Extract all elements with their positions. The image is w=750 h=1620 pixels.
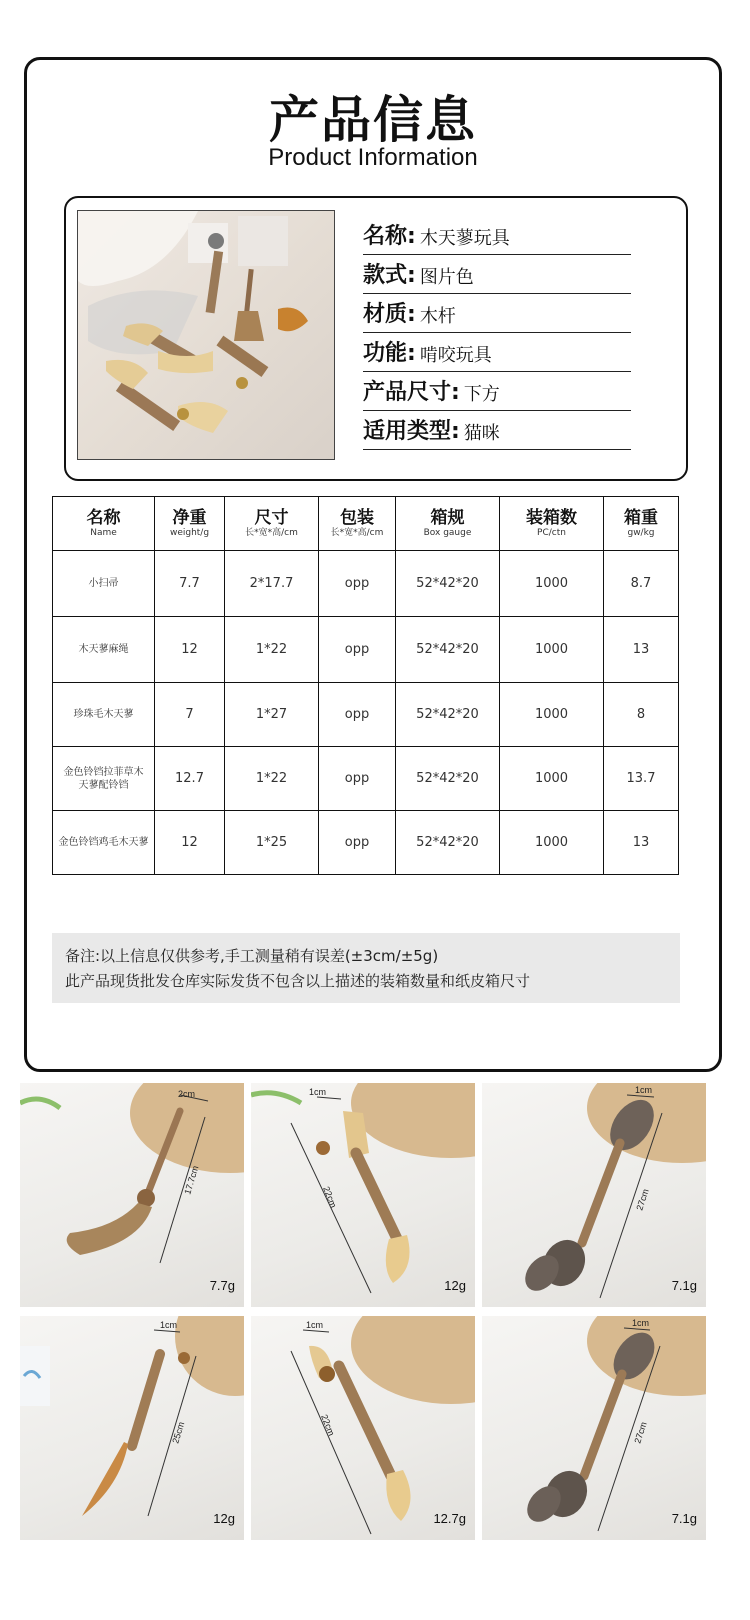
spec-label: 产品尺寸:	[363, 380, 460, 405]
table-cell: 52*42*20	[396, 747, 500, 811]
table-cell: 金色铃铛拉菲草木天蓼配铃铛	[53, 747, 155, 811]
spec-table-wrap	[52, 496, 679, 875]
spec-value: 下方	[463, 384, 500, 405]
table-row	[53, 811, 679, 875]
dim-width-label: 2cm	[178, 1089, 196, 1099]
table-cell: 1000	[500, 551, 604, 617]
spec-panel	[64, 196, 688, 481]
table-header: 名称 Name	[53, 497, 155, 551]
table-cell: 1*27	[225, 683, 319, 747]
dim-length-label: 22cm	[321, 1185, 339, 1210]
table-cell: 12	[155, 617, 225, 683]
table-cell: 1000	[500, 811, 604, 875]
table-cell: 13	[604, 811, 679, 875]
gallery-tile-rope	[251, 1083, 475, 1307]
table-cell: 2*17.7	[225, 551, 319, 617]
note-line-2: 此产品现货批发仓库实际发货不包含以上描述的装箱数量和纸皮箱尺寸	[65, 972, 531, 990]
spec-value: 木天蓼玩具	[419, 228, 510, 249]
product-gallery	[20, 1083, 728, 1544]
table-cell: 8	[604, 683, 679, 747]
table-row	[53, 617, 679, 683]
table-cell: 12	[155, 811, 225, 875]
spec-label: 名称:	[363, 224, 416, 249]
table-row	[53, 551, 679, 617]
broom-photo-illustration	[20, 1083, 244, 1307]
table-row	[53, 747, 679, 811]
spec-value: 图片色	[419, 267, 474, 288]
table-cell: opp	[319, 683, 396, 747]
table-cell: 1*22	[225, 747, 319, 811]
dim-width-label: 1cm	[309, 1087, 327, 1097]
table-cell: 7	[155, 683, 225, 747]
table-cell: 1*22	[225, 617, 319, 683]
spec-value: 啃咬玩具	[419, 345, 492, 366]
dim-length-label: 22cm	[319, 1413, 337, 1438]
table-cell: 1000	[500, 747, 604, 811]
dim-length-label: 27cm	[634, 1187, 651, 1212]
weight-label: 7.7g	[209, 1278, 235, 1293]
table-cell: 珍珠毛木天蓼	[53, 683, 155, 747]
table-cell: 小扫帚	[53, 551, 155, 617]
orange-feather-photo-illustration	[20, 1316, 244, 1540]
product-info-card	[24, 57, 722, 1072]
spec-row-function	[363, 335, 631, 372]
table-cell: 1*25	[225, 811, 319, 875]
spec-value: 猫咪	[463, 423, 500, 444]
pearl-feather-photo-illustration	[482, 1083, 706, 1307]
dim-length-label: 25cm	[170, 1420, 187, 1445]
spec-list	[363, 218, 631, 452]
spec-row-type	[363, 413, 631, 450]
table-cell: 金色铃铛鸡毛木天蓼	[53, 811, 155, 875]
raffia-bell-photo-illustration	[251, 1316, 475, 1540]
spec-label: 功能:	[363, 341, 416, 366]
table-row	[53, 683, 679, 747]
gallery-tile-chicken-feather	[482, 1316, 706, 1540]
table-cell: opp	[319, 617, 396, 683]
weight-label: 7.1g	[671, 1278, 697, 1293]
page-title: 产品信息	[269, 91, 477, 149]
rope-photo-illustration	[251, 1083, 475, 1307]
weight-label: 12.7g	[433, 1511, 466, 1526]
weight-label: 7.1g	[671, 1511, 697, 1526]
table-cell: 8.7	[604, 551, 679, 617]
spec-label: 适用类型:	[363, 419, 460, 444]
dim-length-label: 27cm	[632, 1420, 649, 1445]
spec-label: 材质:	[363, 302, 416, 327]
gallery-tile-pearl-feather	[482, 1083, 706, 1307]
gallery-tile-raffia-bell	[251, 1316, 475, 1540]
dim-length-label: 17.7cm	[182, 1164, 201, 1196]
table-cell: 7.7	[155, 551, 225, 617]
table-cell: 1000	[500, 617, 604, 683]
note-line-1: 备注:以上信息仅供参考,手工测量稍有误差(±3cm/±5g)	[65, 947, 439, 965]
table-cell: 1000	[500, 683, 604, 747]
table-cell: opp	[319, 747, 396, 811]
gallery-tile-orange-feather	[20, 1316, 244, 1540]
spec-row-material	[363, 296, 631, 333]
dim-width-label: 1cm	[632, 1318, 650, 1328]
product-photo-illustration	[78, 211, 334, 459]
chicken-feather-photo-illustration	[482, 1316, 706, 1540]
spec-row-style	[363, 257, 631, 294]
spec-value: 木杆	[419, 306, 456, 327]
weight-label: 12g	[444, 1278, 466, 1293]
dim-width-label: 1cm	[635, 1085, 653, 1095]
table-cell: 13.7	[604, 747, 679, 811]
dim-width-label: 1cm	[160, 1320, 178, 1330]
table-header: 尺寸 长*宽*高/cm	[225, 497, 319, 551]
table-header-row	[53, 497, 679, 551]
table-header: 净重 weight/g	[155, 497, 225, 551]
table-cell: opp	[319, 551, 396, 617]
table-header: 箱规 Box gauge	[396, 497, 500, 551]
table-header: 箱重 gw/kg	[604, 497, 679, 551]
table-cell: 木天蓼麻绳	[53, 617, 155, 683]
dim-width-label: 1cm	[306, 1320, 324, 1330]
table-header: 包装 长*宽*高/cm	[319, 497, 396, 551]
table-cell: 52*42*20	[396, 617, 500, 683]
table-cell: opp	[319, 811, 396, 875]
table-cell: 52*42*20	[396, 683, 500, 747]
page-subtitle: Product Information	[268, 144, 478, 171]
spec-row-size	[363, 374, 631, 411]
table-header: 装箱数 PC/ctn	[500, 497, 604, 551]
spec-label: 款式:	[363, 263, 416, 288]
gallery-tile-broom	[20, 1083, 244, 1307]
spec-row-name	[363, 218, 631, 255]
product-photo	[77, 210, 335, 460]
table-cell: 13	[604, 617, 679, 683]
weight-label: 12g	[213, 1511, 235, 1526]
table-cell: 52*42*20	[396, 811, 500, 875]
note-box	[52, 933, 680, 1003]
table-cell: 12.7	[155, 747, 225, 811]
spec-table	[52, 496, 679, 875]
table-cell: 52*42*20	[396, 551, 500, 617]
